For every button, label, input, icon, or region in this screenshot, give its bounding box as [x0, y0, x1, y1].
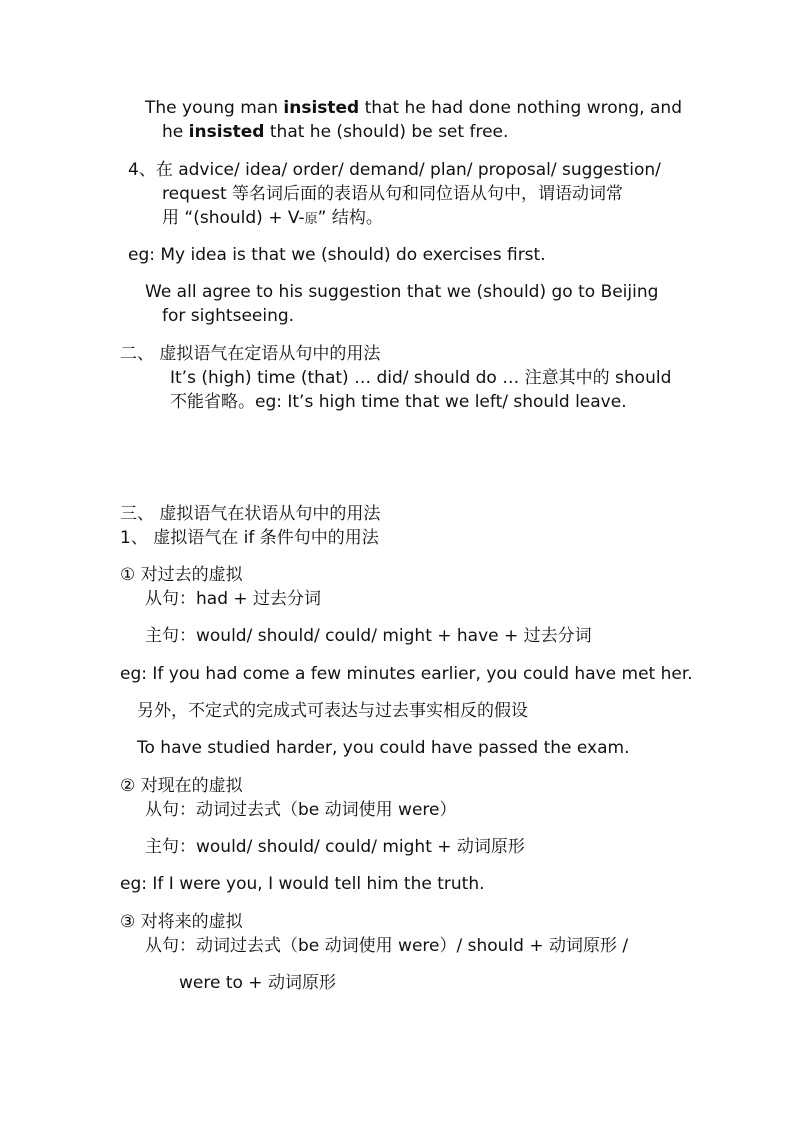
rule-4-line-3	[162, 207, 383, 229]
infinitive-example: To have studied harder, you could have passed the exam.	[137, 738, 630, 758]
text-segment: 用 “(should) + V-	[162, 208, 305, 228]
text-segment: ” 结构。	[317, 208, 383, 228]
example-idea: eg: My idea is that we (should) do exercises first.	[128, 245, 546, 265]
subsection-heading-1: 1、 虚拟语气在 if 条件句中的用法	[120, 528, 379, 548]
present-example: eg: If I were you, I would tell him the truth.	[120, 874, 485, 894]
section-heading-2: 二、 虚拟语气在定语从句中的用法	[120, 344, 381, 364]
example-suggestion-line-2: for sightseeing.	[162, 306, 295, 326]
present-main-rule: 主句：would/ should/ could/ might + 动词原形	[145, 837, 525, 857]
future-clause-rule-line-2: were to + 动词原形	[179, 973, 336, 993]
section-2-rule-line-2: 不能省略。eg: It’s high time that we left/ should leave.	[170, 392, 627, 412]
present-subjunctive-heading: ② 对现在的虚拟	[120, 776, 243, 796]
past-subjunctive-heading: ① 对过去的虚拟	[120, 565, 243, 585]
bold-keyword: insisted	[188, 122, 265, 142]
example-sentence-insisted-1	[145, 97, 682, 119]
text-segment: that he (should) be set free.	[264, 122, 509, 142]
text-segment: he	[162, 122, 189, 142]
subscript-text: 原	[304, 212, 318, 227]
past-main-rule: 主句：would/ should/ could/ might + have + 过去分词	[145, 626, 592, 646]
bold-keyword: insisted	[283, 98, 360, 118]
rule-4-line-2: request 等名词后面的表语从句和同位语从句中，谓语动词常	[162, 184, 624, 204]
past-example: eg: If you had come a few minutes earlier, you could have met her.	[120, 664, 693, 684]
future-clause-rule-line-1: 从句：动词过去式（be 动词使用 were）/ should + 动词原形 /	[145, 936, 629, 956]
infinitive-note: 另外，不定式的完成式可表达与过去事实相反的假设	[137, 701, 528, 721]
section-heading-3: 三、 虚拟语气在状语从句中的用法	[120, 504, 381, 524]
present-clause-rule: 从句：动词过去式（be 动词使用 were）	[145, 800, 457, 820]
example-suggestion-line-1: We all agree to his suggestion that we (should) go to Beijing	[145, 282, 659, 302]
rule-4-line-1: 4、在 advice/ idea/ order/ demand/ plan/ proposal/ suggestion/	[128, 160, 661, 180]
example-sentence-insisted-2	[162, 121, 508, 143]
future-subjunctive-heading: ③ 对将来的虚拟	[120, 912, 243, 932]
text-segment: The young man	[145, 98, 284, 118]
past-clause-rule: 从句：had + 过去分词	[145, 589, 322, 609]
text-segment: that he had done nothing wrong, and	[359, 98, 682, 118]
section-2-rule-line-1: It’s (high) time (that) … did/ should do … 注意其中的 should	[170, 368, 672, 388]
